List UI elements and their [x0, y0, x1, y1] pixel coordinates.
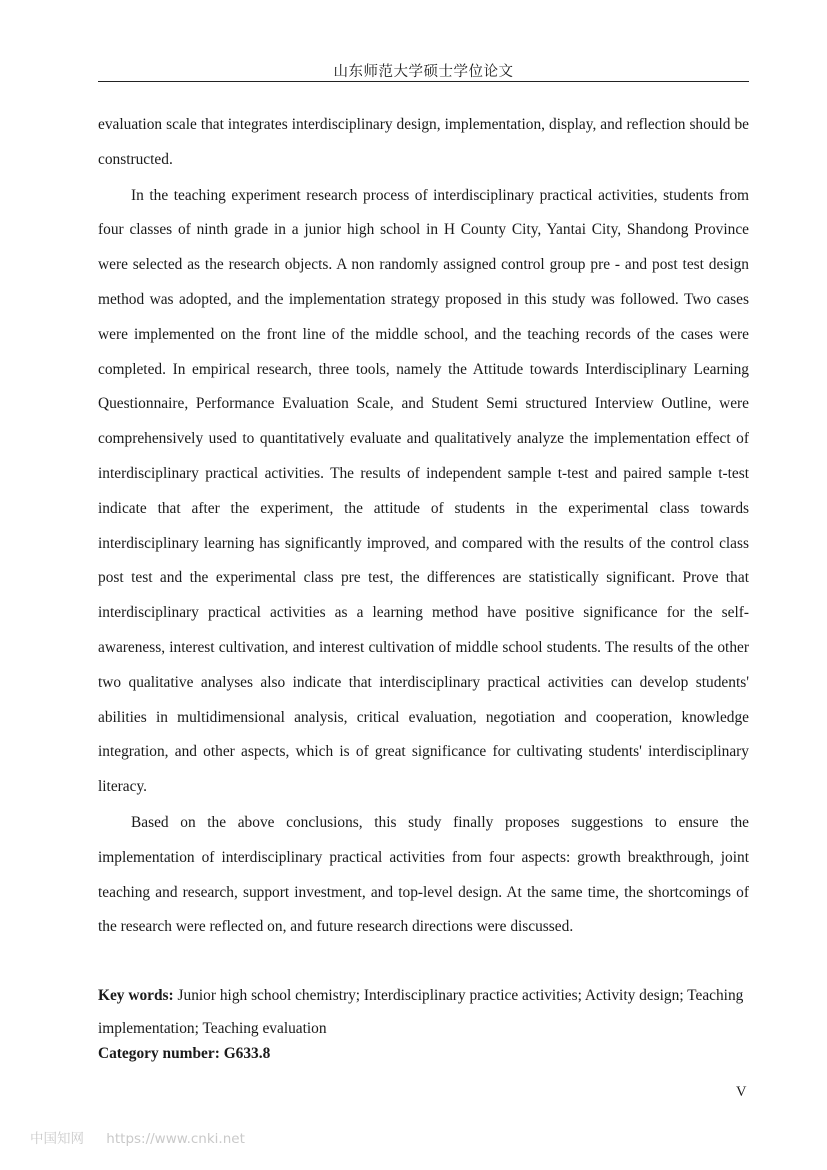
category-line: [98, 1045, 270, 1063]
keywords-text: Junior high school chemistry; Interdisciplinary practice activities; Activity design; Teaching implementation; Teaching evaluation: [98, 987, 744, 1037]
header-rule: [98, 81, 749, 82]
abstract-body: [98, 108, 749, 945]
paragraph-2: In the teaching experiment research process of interdisciplinary practical activities, students from four classes of ninth grade in a junior high school in H County City, Yantai City, Shandong Province were selected as the research objects. A non randomly assigned control group pre - and post test design method was adopted, and the implementation strategy proposed in this study was followed. Two cases were implemented on the front line of the middle school, and the teaching records of the cases were completed. In empirical research, three tools, namely the Attitude towards Interdisciplinary Learning Questionnaire, Performance Evaluation Scale, and Student Semi structured Interview Outline, were comprehensively used to quantitatively evaluate and qualitatively analyze the implementation effect of interdisciplinary practical activities. The results of independent sample t-test and paired sample t-test indicate that after the experiment, the attitude of students in the experimental class towards interdisciplinary learning has significantly improved, and compared with the results of the control class post test and the experimental class pre test, the differences are statistically significant. Prove that interdisciplinary practical activities as a learning method have positive significance for the self-awareness, interest cultivation, and interest cultivation of middle school students. The results of the other two qualitative analyses also indicate that interdisciplinary practical activities can develop students' abilities in multidimensional analysis, critical evaluation, negotiation and cooperation, knowledge integration, and other aspects, which is of great significance for cultivating students' interdisciplinary literacy.: [98, 186, 749, 796]
page-number: V: [736, 1084, 747, 1100]
paragraph-3: Based on the above conclusions, this study finally proposes suggestions to ensure the implementation of interdisciplinary practical activities from four aspects: growth breakthrough, joint teaching and research, support investment, and top-level design. At the same time, the shortcomings of the research were reflected on, and future research directions were discussed.: [98, 813, 749, 936]
category-value: G633.8: [223, 1045, 271, 1062]
watermark-url: https://www.cnki.net: [106, 1131, 245, 1147]
watermark-brand: 中国知网: [30, 1131, 84, 1147]
keywords-label: Key words:: [98, 987, 174, 1004]
keywords-block: [98, 980, 749, 1045]
watermark: [30, 1127, 245, 1147]
category-label: Category number:: [98, 1045, 220, 1062]
paragraph-1: evaluation scale that integrates interdisciplinary design, implementation, display, and reflection should be constructed.: [98, 116, 749, 168]
running-header: 山东师范大学硕士学位论文: [333, 64, 514, 80]
